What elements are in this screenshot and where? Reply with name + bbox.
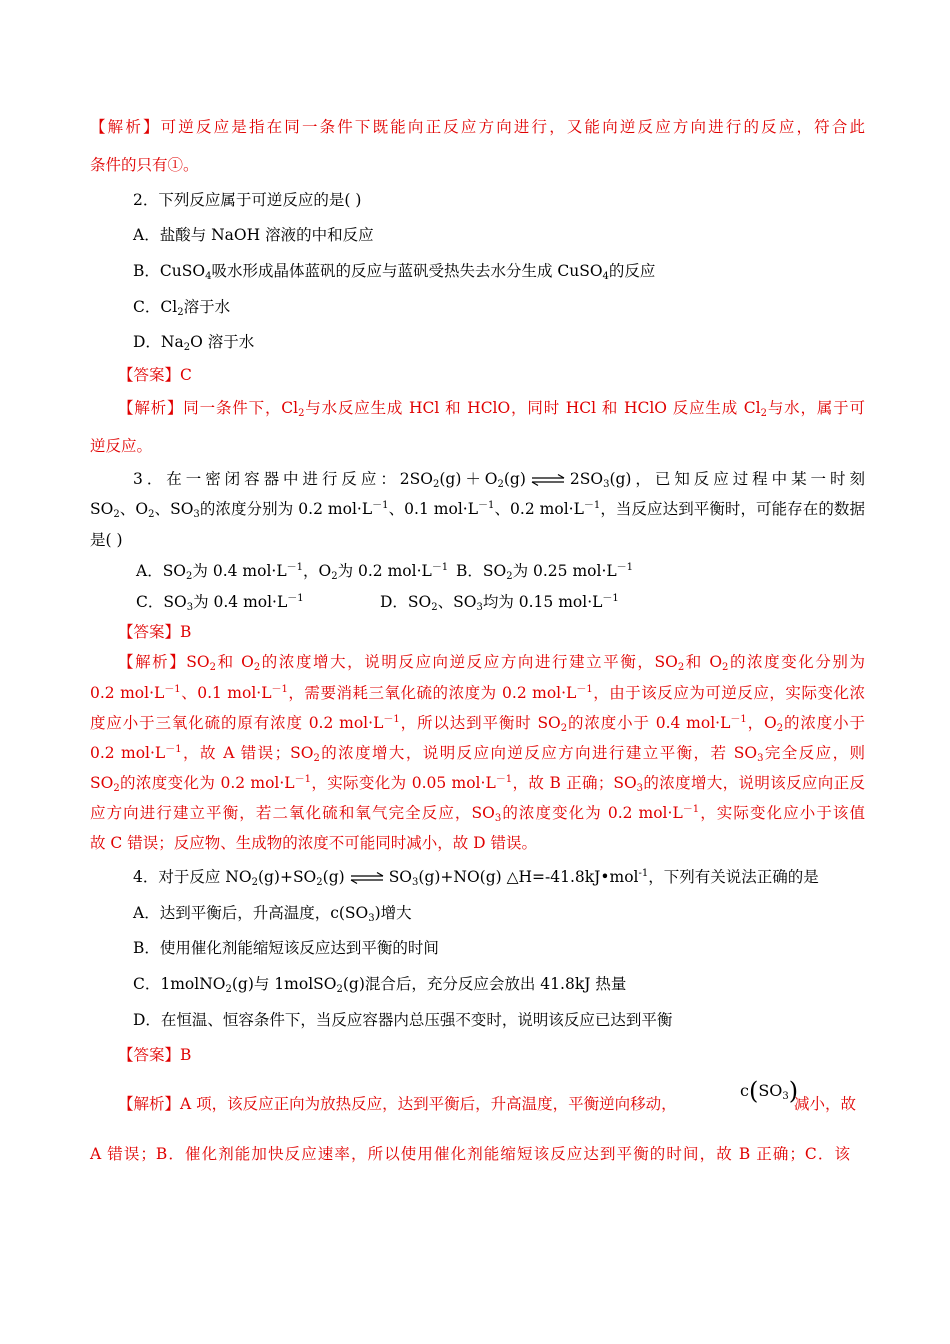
text: 完全反应，则 — [763, 744, 865, 762]
text: 为 0.4 mol·L — [193, 593, 288, 611]
analysis-3-line-2 — [90, 682, 865, 704]
answer-4 — [118, 1044, 893, 1066]
text: B．使用催化剂能缩短该反应达到平衡的时间 — [133, 939, 439, 957]
question-4 — [133, 866, 908, 888]
subscript: 3 — [494, 813, 502, 824]
superscript: －1 — [165, 744, 182, 755]
text: 、0.1 mol·L — [180, 684, 272, 702]
text: (g)，已知反应过程中某一时刻 — [609, 470, 865, 488]
text: 与水反应生成 HCl 和 HClO，同时 HCl 和 HClO 反应生成 Cl — [304, 399, 761, 417]
text: C．SO — [136, 593, 187, 611]
question-4-option-d — [133, 1009, 908, 1031]
text: 、0.2 mol·L — [494, 500, 584, 518]
text: 【解析】SO — [118, 653, 210, 671]
superscript: －1 — [478, 500, 495, 511]
subscript: 3 — [603, 479, 610, 490]
text: D．Na — [133, 333, 184, 351]
formula-c-so3 — [740, 1077, 798, 1105]
analysis-3-line-3 — [90, 712, 865, 734]
superscript: －1 — [286, 562, 303, 573]
text: ) — [788, 1077, 799, 1105]
subscript: 2 — [677, 662, 685, 673]
text: 3．在一密闭容器中进行反应：2SO — [133, 470, 433, 488]
text: C．1molNO — [133, 975, 226, 993]
analysis-3-line-6 — [90, 802, 865, 824]
text: ，实际变化应小于该值 — [699, 804, 866, 822]
question-4-option-c — [133, 973, 908, 995]
text: SO — [90, 500, 114, 518]
text: 的浓度变化分别为 — [728, 653, 866, 671]
text: )增大 — [374, 904, 412, 922]
answer-2 — [118, 364, 893, 386]
text: ，实际变化为 0.05 mol·L — [310, 774, 496, 792]
superscript: －1 — [682, 804, 700, 815]
analysis-1-line-2 — [90, 154, 865, 176]
text: D．在恒温、恒容条件下，当反应容器内总压强不变时，说明该反应已达到平衡 — [133, 1011, 673, 1029]
text: (g) — [503, 470, 526, 488]
subscript: 4 — [205, 271, 212, 282]
text: 的浓度变化为 0.2 mol·L — [119, 774, 295, 792]
question-3-line-1 — [133, 468, 865, 490]
text: ，由于该反应为可逆反应，实际变化浓 — [592, 684, 865, 702]
text: (g)+SO — [257, 868, 317, 886]
subscript: 2 — [722, 662, 729, 673]
analysis-3-line-4 — [90, 742, 865, 764]
analysis-3-line-1 — [118, 651, 865, 673]
subscript: 2 — [186, 571, 193, 582]
superscript: －1 — [372, 500, 389, 511]
superscript: －1 — [616, 562, 634, 573]
text: 【答案】C — [118, 366, 192, 384]
text: 逆反应。 — [90, 437, 153, 455]
superscript: －1 — [431, 562, 449, 573]
superscript: －1 — [576, 684, 593, 695]
text: SO — [90, 774, 114, 792]
text: 、O — [119, 500, 149, 518]
subscript: 2 — [432, 479, 440, 490]
text: 吸水形成晶体蓝矾的反应与蓝矾受热失去水分生成 CuSO — [211, 262, 603, 280]
subscript: 2 — [497, 479, 504, 490]
text: 应方向进行建立平衡，若二氧化硫和氧气完全反应，SO — [90, 804, 495, 822]
text: ( — [748, 1077, 759, 1105]
text: 和 O — [684, 653, 723, 671]
superscript: －1 — [602, 593, 619, 604]
equilibrium-arrow-icon — [530, 473, 566, 487]
subscript: 3 — [476, 602, 483, 613]
text: 的反应 — [608, 262, 656, 280]
text: A．盐酸与 NaOH 溶液的中和反应 — [133, 226, 374, 244]
subscript: 3 — [412, 877, 419, 888]
text: 2．下列反应属于可逆反应的是( ) — [133, 191, 362, 209]
analysis-3-line-5 — [90, 772, 865, 794]
subscript: 2 — [177, 307, 184, 318]
question-4-option-b — [133, 937, 908, 959]
text: 的浓度分别为 0.2 mol·L — [199, 500, 373, 518]
question-3-option-b — [456, 560, 756, 582]
text: 为 0.2 mol·L — [337, 562, 432, 580]
text: 0.2 mol·L — [90, 744, 166, 762]
text: 、SO — [437, 593, 477, 611]
superscript: －1 — [495, 774, 513, 785]
subscript: 3 — [368, 913, 375, 924]
text: 溶于水 — [183, 298, 231, 316]
text: ，O — [746, 714, 777, 732]
question-2 — [133, 189, 908, 211]
text: 的浓度增大，说明反应向逆反应方向进行建立平衡，SO — [260, 653, 678, 671]
text: ，下列有关说法正确的是 — [648, 868, 819, 886]
text: 2SO — [569, 470, 604, 488]
subscript: 2 — [113, 509, 120, 520]
subscript: 2 — [113, 783, 120, 794]
text: 【答案】B — [118, 623, 192, 641]
question-2-option-b — [133, 260, 908, 282]
subscript: 2 — [316, 877, 323, 888]
analysis-4-line-1a — [118, 1093, 730, 1115]
text: 和 O — [216, 653, 254, 671]
analysis-1-line-1 — [90, 116, 865, 138]
subscript: 3 — [636, 783, 644, 794]
superscript: -1 — [638, 868, 649, 879]
text: 故 C 错误；反应物、生成物的浓度不可能同时减小，故 D 错误。 — [90, 834, 537, 852]
text: 的浓度变化为 0.2 mol·L — [501, 804, 683, 822]
subscript: 2 — [209, 662, 216, 673]
text: A．SO — [136, 562, 187, 580]
text: D．SO — [380, 593, 432, 611]
superscript: －1 — [164, 684, 181, 695]
analysis-3-line-7 — [90, 832, 865, 854]
text: 条件的只有①。 — [90, 156, 199, 174]
analysis-2-line-1 — [118, 397, 865, 419]
text: 、SO — [154, 500, 194, 518]
text: B．CuSO — [133, 262, 206, 280]
subscript: 2 — [506, 571, 513, 582]
text: 度应小于三氧化硫的原有浓度 0.2 mol·L — [90, 714, 384, 732]
superscript: －1 — [271, 684, 288, 695]
text: 4．对于反应 NO — [133, 868, 252, 886]
text: (g)+NO(g) △H=-41.8kJ•mol — [418, 868, 639, 886]
subscript: 3 — [193, 509, 200, 520]
text: 【答案】B — [118, 1046, 192, 1064]
text: 为 0.25 mol·L — [512, 562, 617, 580]
superscript: －1 — [294, 774, 311, 785]
question-2-option-d — [133, 331, 908, 353]
text: ，需要消耗三氧化硫的浓度为 0.2 mol·L — [287, 684, 577, 702]
text: ，故 A 错误；SO — [181, 744, 314, 762]
text: C．Cl — [133, 298, 178, 316]
question-4-option-a — [133, 902, 908, 924]
text: ，所以达到平衡时 SO — [399, 714, 561, 732]
subscript: 2 — [251, 877, 258, 888]
subscript: 3 — [782, 1091, 789, 1102]
subscript: 2 — [431, 602, 438, 613]
text: 均为 0.15 mol·L — [482, 593, 603, 611]
text: B．SO — [456, 562, 507, 580]
text: 【解析】同一条件下，Cl — [118, 399, 299, 417]
text: SO — [388, 868, 413, 886]
subscript: 2 — [331, 571, 338, 582]
text: 【解析】可逆反应是指在同一条件下既能向正反应方向进行，又能向逆反应方向进行的反应，符合此 — [90, 118, 865, 136]
text: 【解析】A 项，该反应正向为放热反应，达到平衡后，升高温度，平衡逆向移动， — [118, 1095, 677, 1113]
subscript: 4 — [602, 271, 609, 282]
question-2-option-c — [133, 296, 908, 318]
question-3-option-d — [380, 591, 680, 613]
answer-3 — [118, 621, 893, 643]
text: (g)与 1molSO — [231, 975, 337, 993]
equilibrium-arrow-icon — [349, 871, 385, 885]
subscript: 2 — [253, 662, 261, 673]
question-2-option-a — [133, 224, 908, 246]
text: 为 0.4 mol·L — [192, 562, 287, 580]
text: c — [740, 1081, 749, 1100]
superscript: －1 — [287, 593, 304, 604]
text: (g)＋O — [439, 470, 498, 488]
text: 的浓度小于 0.4 mol·L — [567, 714, 731, 732]
analysis-4-line-2 — [90, 1143, 850, 1165]
text: 是( ) — [90, 531, 123, 549]
text: 的浓度增大，说明该反应向正反 — [643, 774, 865, 792]
text: (g) — [322, 868, 345, 886]
text: A．达到平衡后，升高温度，c(SO — [133, 904, 369, 922]
superscript: －1 — [383, 714, 400, 725]
subscript: 3 — [186, 602, 194, 613]
subscript: 2 — [225, 984, 232, 995]
question-3-line-3 — [90, 529, 865, 551]
text: 0.2 mol·L — [90, 684, 165, 702]
text: ，当反应达到平衡时，可能存在的数据 — [600, 500, 865, 518]
subscript: 2 — [336, 984, 343, 995]
text: 的浓度小于 — [783, 714, 865, 732]
subscript: 2 — [776, 723, 784, 734]
subscript: 2 — [560, 723, 568, 734]
text: 、0.1 mol·L — [388, 500, 479, 518]
question-3-line-2 — [90, 498, 865, 520]
superscript: －1 — [583, 500, 601, 511]
text: SO — [758, 1081, 783, 1100]
subscript: 2 — [298, 408, 305, 419]
subscript: 3 — [757, 753, 764, 764]
subscript: 2 — [148, 509, 155, 520]
text: A 错误；B．催化剂能加快反应速率，所以使用催化剂能缩短该反应达到平衡的时间，故 B 正确；C．该 — [90, 1145, 850, 1163]
subscript: 2 — [760, 408, 768, 419]
analysis-4-line-1b — [794, 1093, 864, 1115]
subscript: 2 — [183, 342, 191, 353]
text: ，故 B 正确；SO — [512, 774, 637, 792]
subscript: 2 — [313, 753, 320, 764]
superscript: －1 — [730, 714, 747, 725]
text: 减小，故 — [794, 1095, 857, 1113]
text: (g)混合后，充分反应会放出 41.8kJ 热量 — [342, 975, 627, 993]
text: 的浓度增大，说明反应向逆反应方向进行建立平衡，若 SO — [319, 744, 758, 762]
text: O 溶于水 — [190, 333, 255, 351]
text: 与水，属于可 — [767, 399, 865, 417]
analysis-2-line-2 — [90, 435, 865, 457]
text: ，O — [303, 562, 332, 580]
